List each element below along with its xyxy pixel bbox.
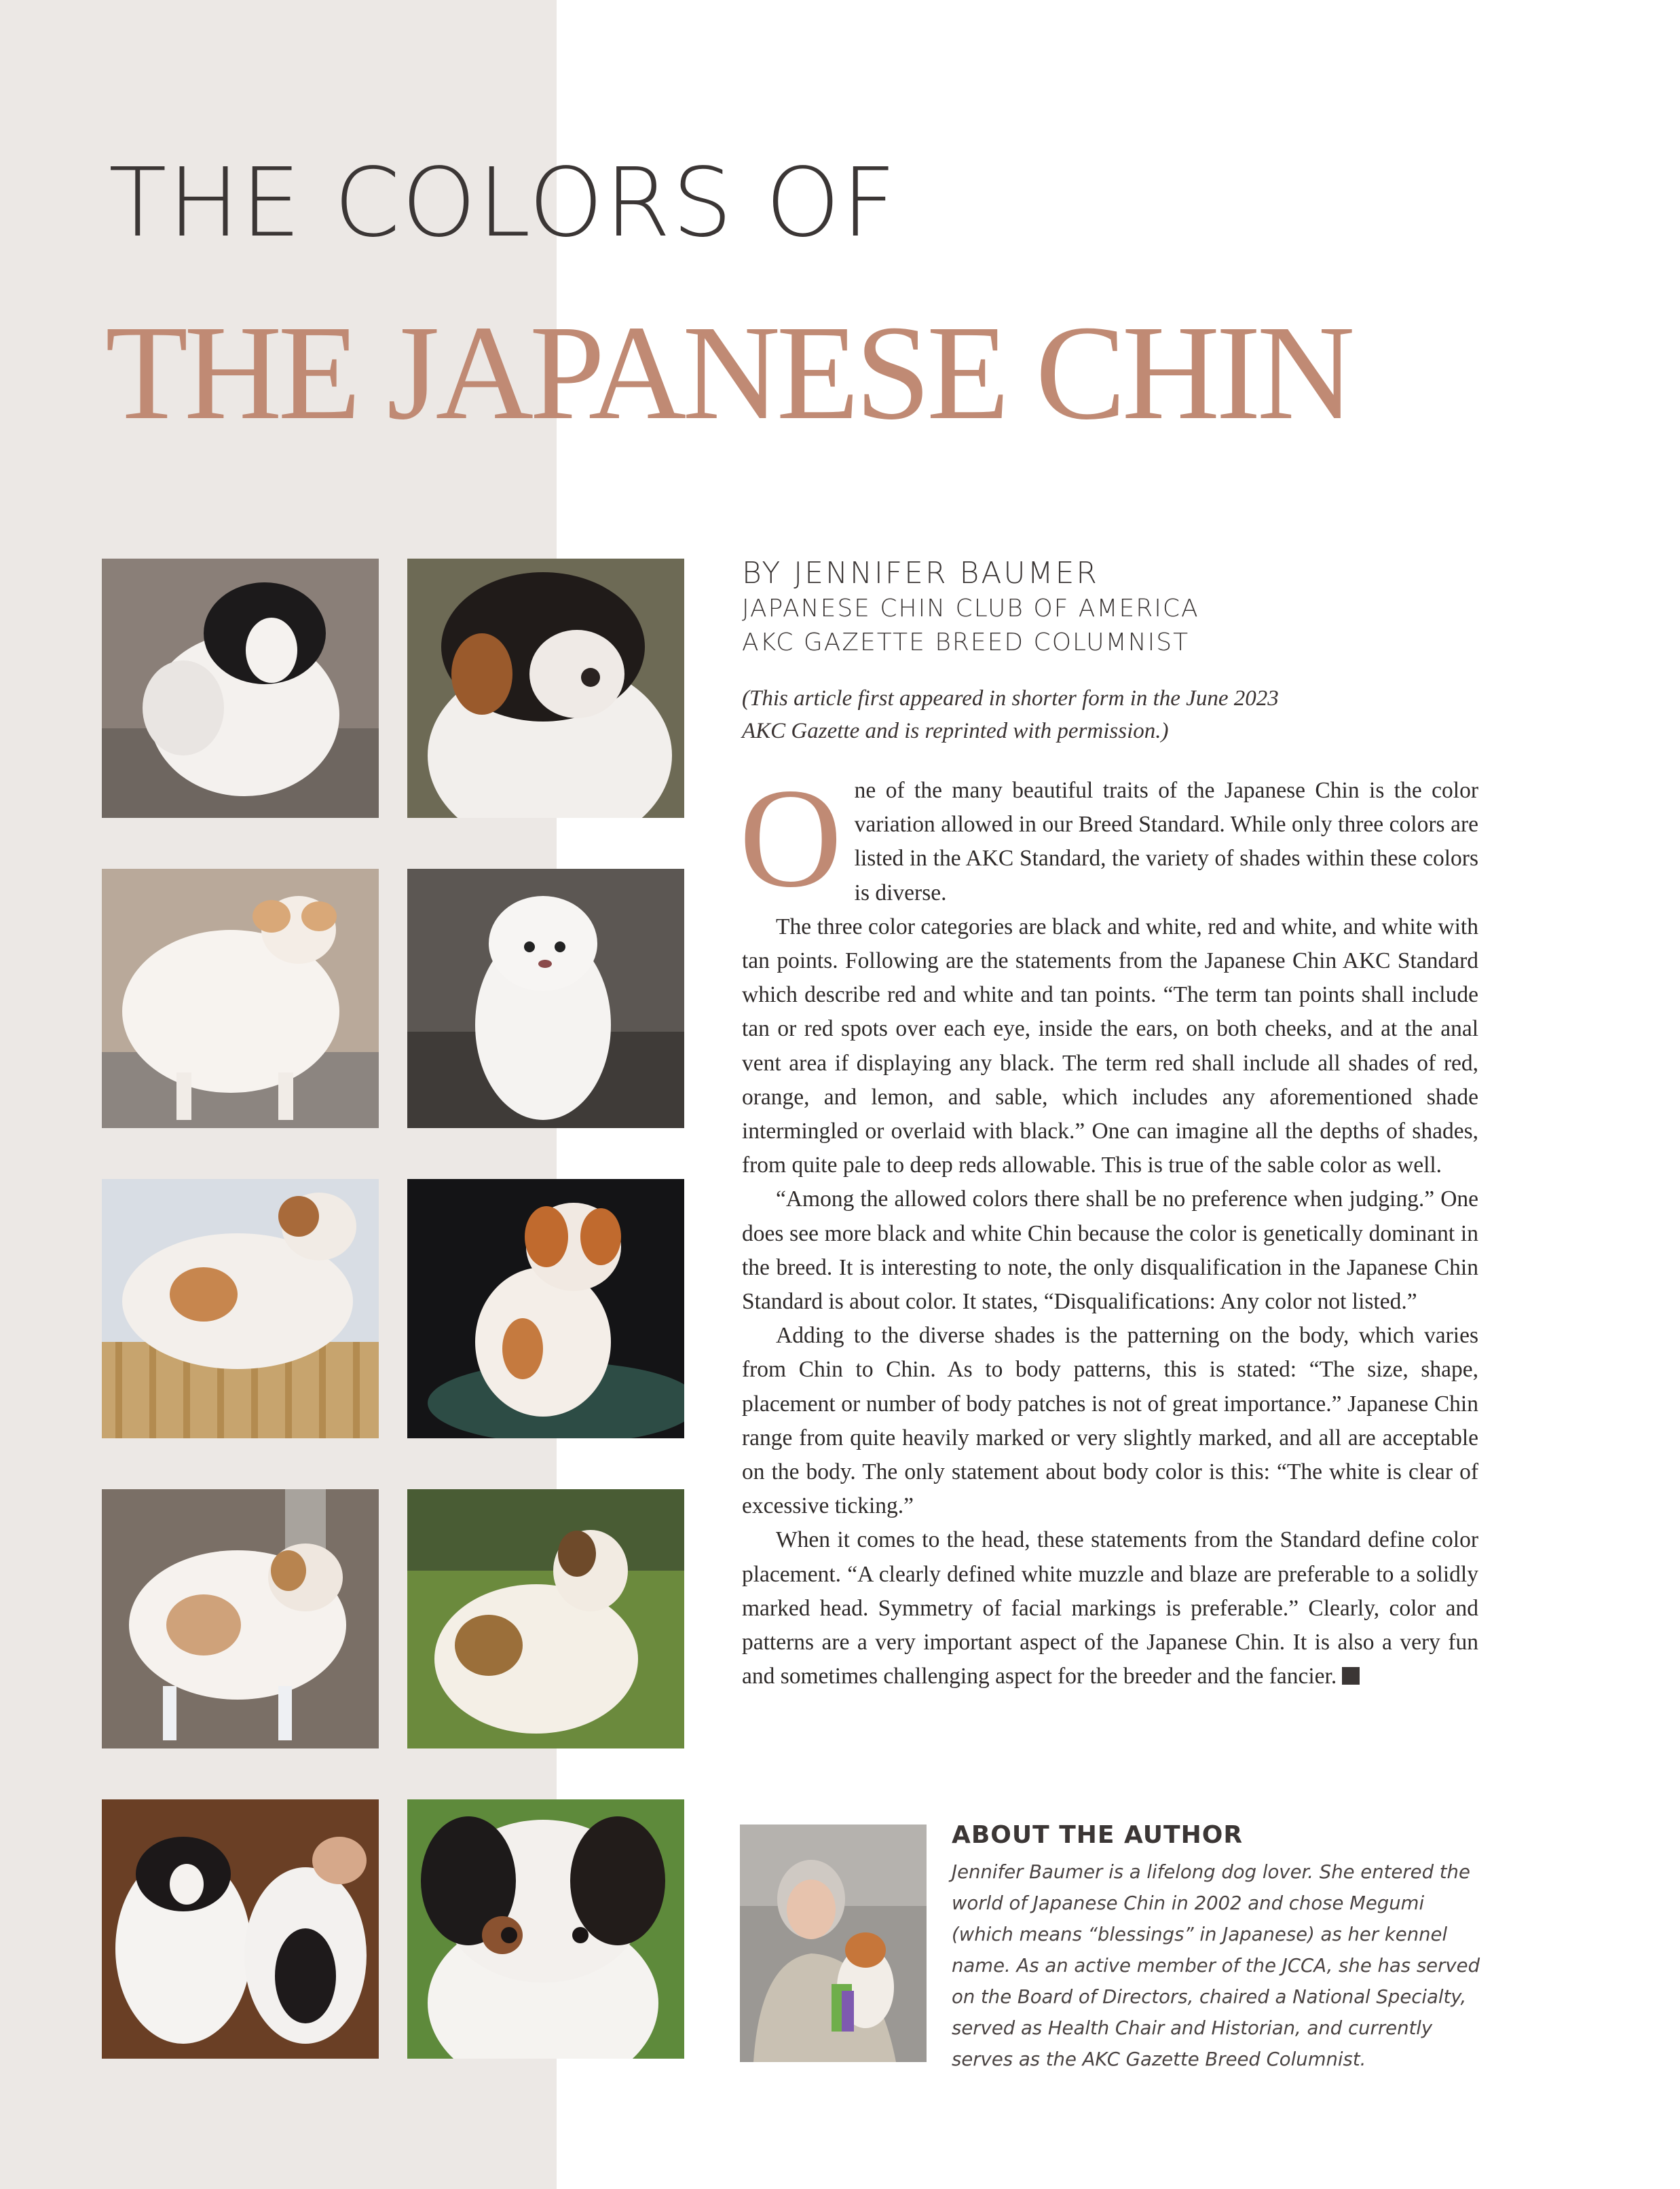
drop-cap: O — [739, 760, 842, 917]
article-body — [739, 760, 1478, 1694]
about-author-text: Jennifer Baumer is a lifelong dog lover. She entered the world of Japanese Chin in 2002 and chose Megumi (which means “blessings” in Japanese) as her kennel name. As an active member of the JCCA, she has served on the Board of Directors, chaired a National Specialty, served as Health Chair and Historian, and currently serves as the AKC Gazette Breed Columnist. — [952, 1861, 1480, 2070]
photo-red-white-chin-dark-background — [407, 1179, 684, 1438]
about-author-heading: ABOUT THE AUTHOR — [952, 1821, 1244, 1849]
author-photo — [740, 1825, 927, 2062]
reprint-note-line-1: (This article first appeared in shorter form in the June 2023 — [742, 686, 1279, 711]
photo-two-black-white-chins — [102, 1799, 379, 2059]
photo-red-white-chin-fence — [102, 1179, 379, 1438]
article-paragraph-1 — [739, 760, 1478, 917]
article-paragraph-4: Adding to the diverse shades is the patterning on the body, which varies from Chin to Chin. As to body patterns, this is stated: “The size, shape, placement or number of body patches is not of great importance.” Japanese Chin range from quite heavily marked or very slightly marked, and all are acceptable on the body. The only statement about body color is this: “The white is clear of excessive ticking.” — [742, 1323, 1478, 1519]
author-role: AKC GAZETTE BREED COLUMNIST — [742, 629, 1190, 656]
paragraph-1-text: ne of the many beautiful traits of the Japanese Chin is the color variation allowed in our Breed Standard. While only three colors are listed in the AKC Standard, the variety of shades within these colors is diverse. — [854, 778, 1478, 905]
photo-black-white-chin-1 — [102, 559, 379, 818]
article-paragraph-3: “Among the allowed colors there shall be no preference when judging.” One does see more black and white Chin because the color is genetically dominant in the breed. It is interesting to note, the only disqualification in the Japanese Chin Standard is about color. It states, “Disqualifications: Any color not listed.” — [742, 1186, 1478, 1315]
photo-red-white-chin-standing — [102, 869, 379, 1128]
byline — [742, 555, 1199, 660]
photo-sable-white-chin-grass — [407, 1489, 684, 1748]
title-main-line: THE JAPANESE CHIN — [105, 298, 1351, 448]
title-top-line: THE COLORS OF — [109, 148, 898, 259]
author-name: BY JENNIFER BAUMER — [742, 556, 1099, 591]
photo-tricolor-chin-portrait — [407, 559, 684, 818]
end-mark-icon — [1342, 1667, 1360, 1685]
article-paragraph-5 — [742, 1523, 1478, 1694]
photo-lemon-white-chin-gravel — [102, 1489, 379, 1748]
photo-white-chin-sitting — [407, 869, 684, 1128]
reprint-note-line-2: AKC Gazette and is reprinted with permission.) — [742, 719, 1169, 743]
photo-tricolor-chin-grass — [407, 1799, 684, 2059]
paragraph-5-text: When it comes to the head, these statements from the Standard define color placement. “A clearly defined white muzzle and blaze are preferable to a solidly marked head. Symmetry of facial markings is preferable.” Clearly, color and patterns are a very important aspect of the Japanese Chin. It is also a very fun and sometimes challenging aspect for the breeder and the fancier. — [742, 1527, 1478, 1689]
reprint-note — [742, 682, 1353, 747]
article-paragraph-2: The three color categories are black and white, red and white, and white with tan points. Following are the statements from the Japanese Chin AKC Standard which describe red and white and tan points. “The term tan points shall include tan or red spots over each eye, inside the ears, on both cheeks, and at the anal vent area if displaying any black. The term red shall include all shades of red, orange, and lemon, and sable, which includes any aforementioned shade intermingled or overlaid with black.” One can imagine all the depths of shades, from quite pale to deep reds allowable. This is true of the sable color as well. — [742, 914, 1478, 1178]
author-club: JAPANESE CHIN CLUB OF AMERICA — [742, 595, 1199, 622]
